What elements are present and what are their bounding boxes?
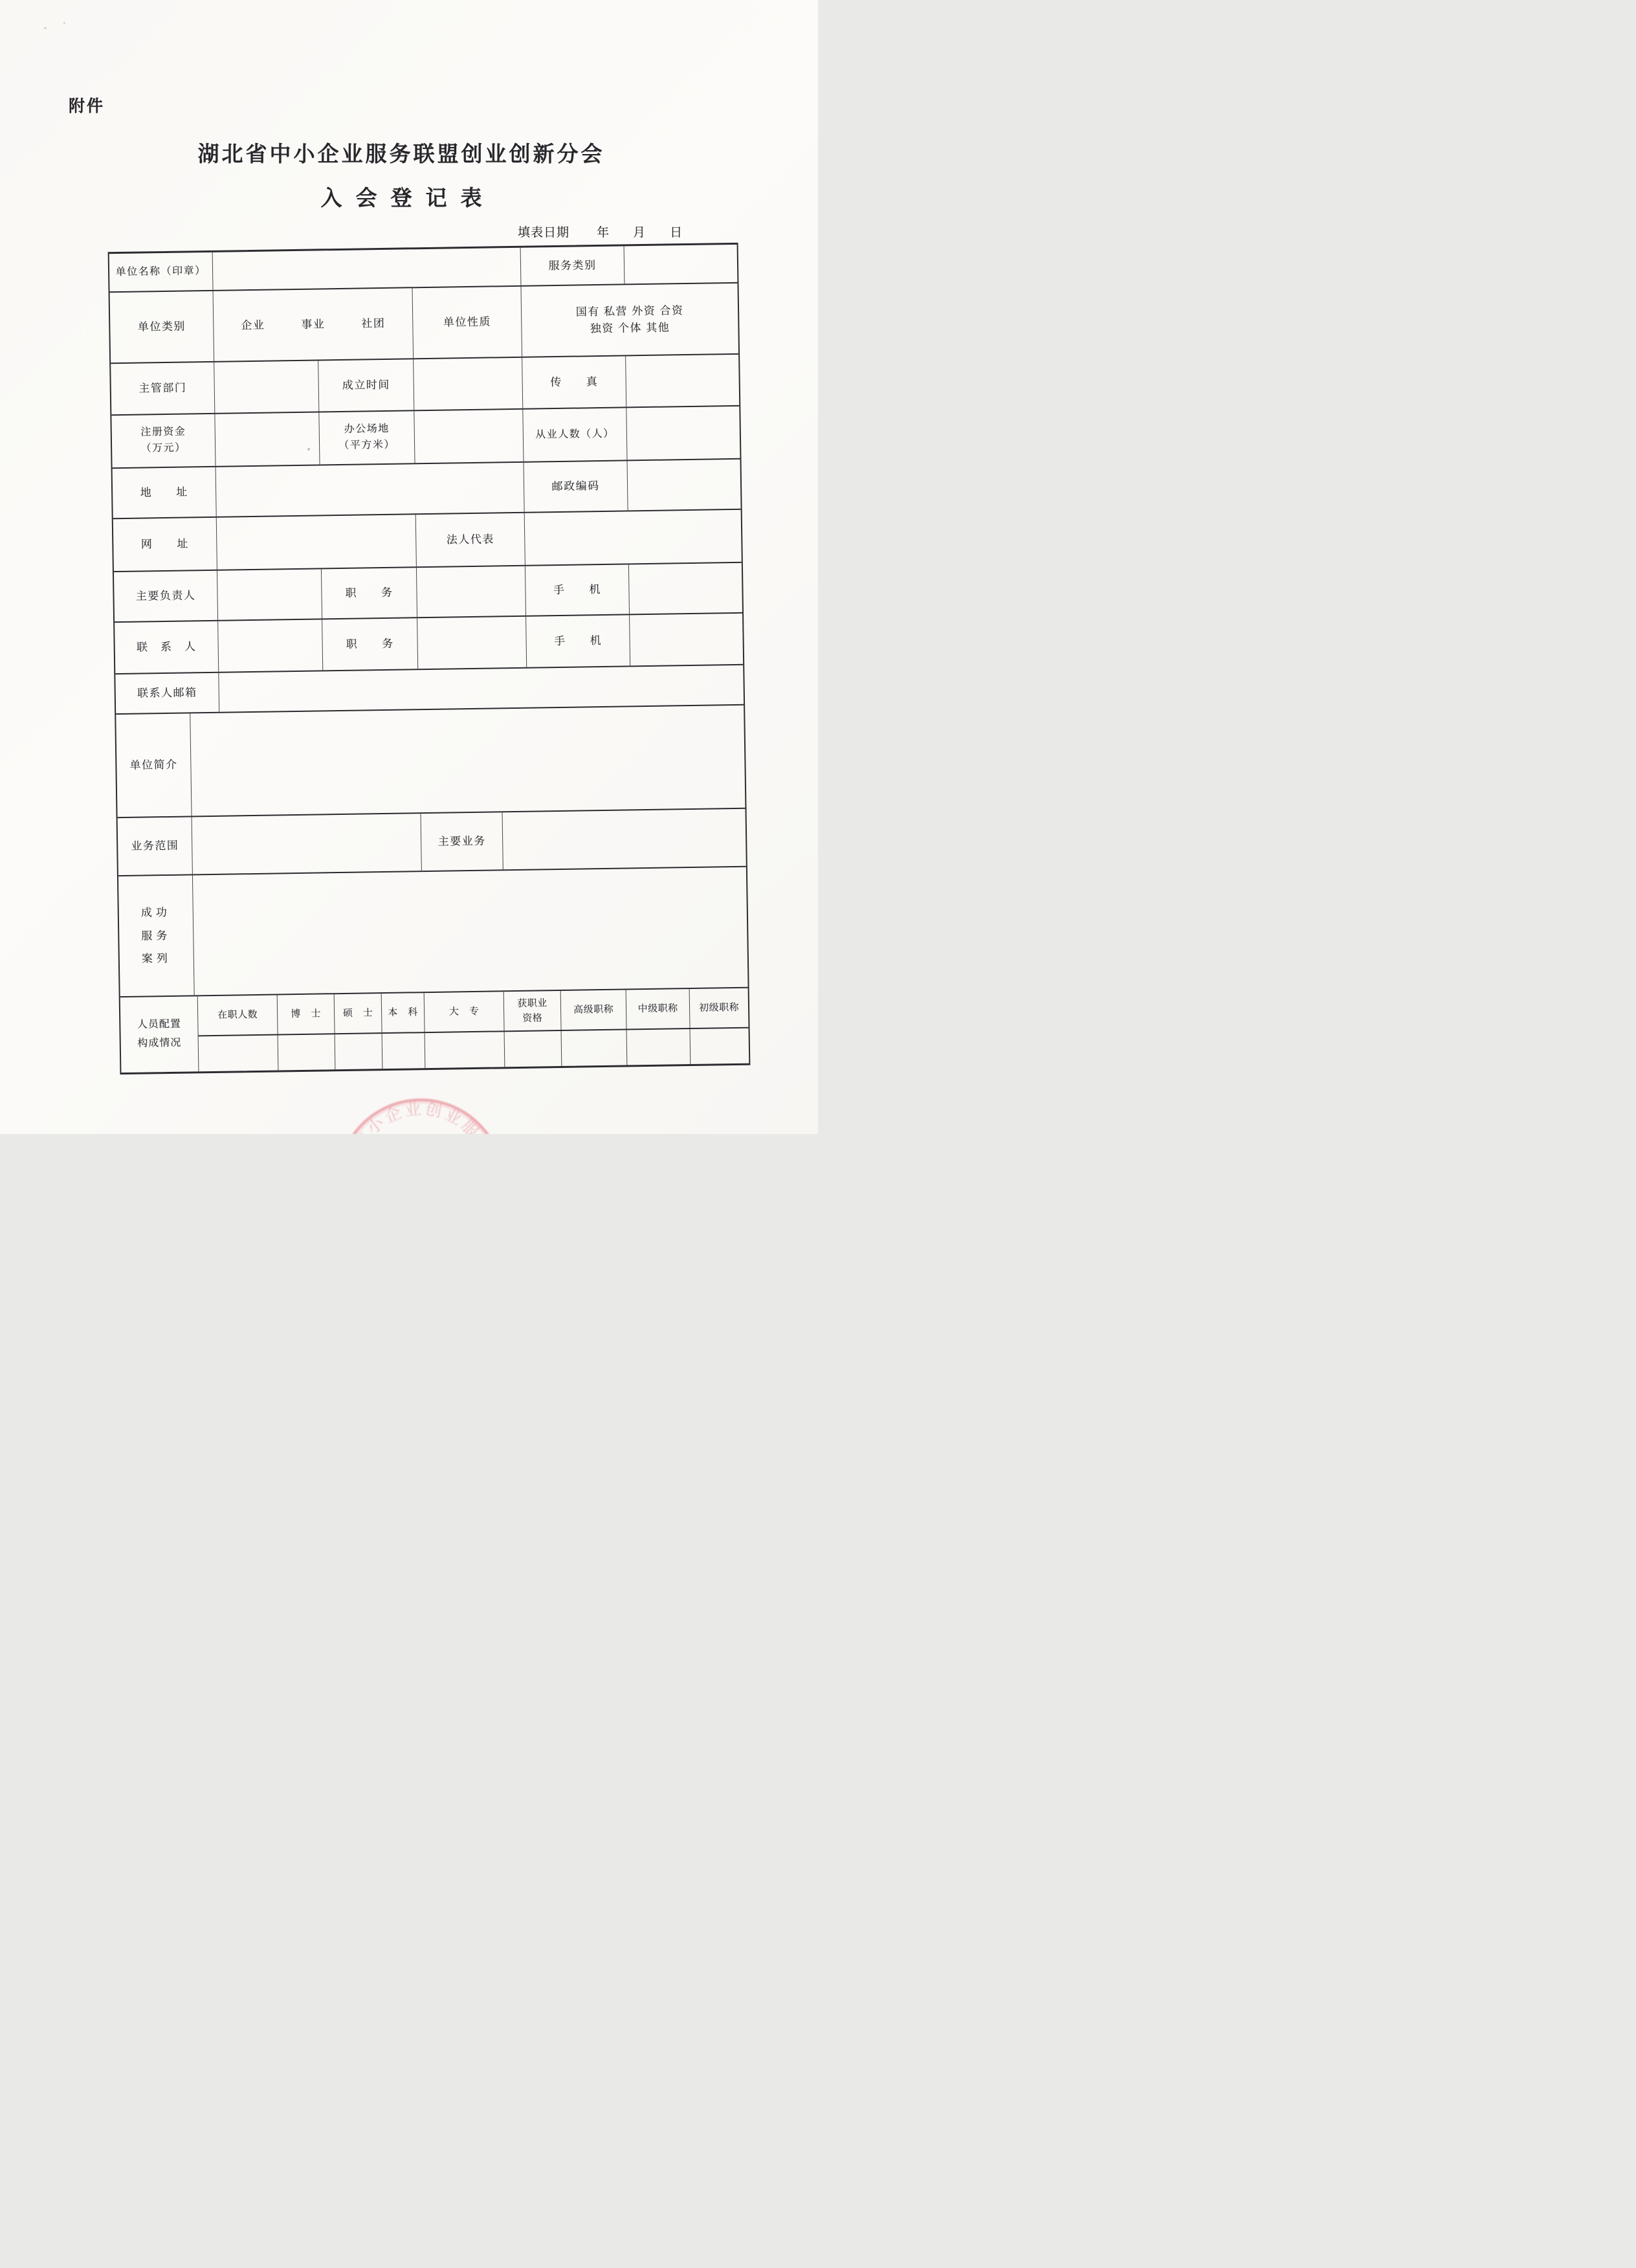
service-category-value-cell — [625, 245, 738, 284]
contact-mobile-label: 手 机 — [526, 615, 630, 667]
principal-position-value-cell — [417, 566, 526, 617]
bachelor-value-cell — [382, 1033, 426, 1069]
unit-type-option-enterprise: 企业 — [241, 318, 265, 332]
unit-type-label: 单位类别 — [110, 291, 215, 362]
legal-rep-label: 法人代表 — [416, 513, 525, 566]
staffing-value-row — [199, 1028, 749, 1072]
office-area-label — [319, 411, 415, 464]
junior-title-value-cell — [691, 1028, 749, 1064]
unit-type-option-association: 社团 — [361, 317, 386, 330]
row-supervisor — [111, 355, 739, 416]
row-unit-intro — [116, 706, 745, 818]
contact-email-value-cell — [219, 665, 744, 712]
office-area-label-line2: （平方米） — [338, 439, 395, 452]
founding-time-label: 成立时间 — [318, 359, 414, 411]
contact-email-label: 联系人邮箱 — [115, 673, 219, 713]
staffing-label — [120, 996, 199, 1073]
service-category-label: 服务类别 — [521, 246, 625, 285]
success-cases-label-line3: 案列 — [141, 952, 171, 965]
contact-position-value-cell — [417, 617, 527, 669]
attachment-label: 附件 — [69, 97, 105, 115]
unit-intro-value-cell — [190, 706, 745, 816]
postal-code-value-cell — [628, 460, 741, 511]
principal-value-cell — [217, 569, 322, 619]
row-principal — [114, 563, 742, 623]
row-contact — [115, 614, 743, 674]
header-mid-title: 中级职称 — [626, 989, 691, 1028]
contact-mobile-value-cell — [630, 614, 743, 666]
row-address — [113, 460, 741, 519]
registered-capital-label — [111, 414, 216, 467]
office-area-label-line1: 办公场地 — [344, 423, 390, 436]
supervisor-dept-label: 主管部门 — [111, 362, 215, 414]
website-label: 网 址 — [113, 518, 217, 571]
contact-position-label: 职 务 — [322, 618, 418, 670]
header-masters: 硕 士 — [335, 994, 382, 1033]
row-website — [113, 510, 742, 572]
unit-name-value-cell — [213, 248, 522, 290]
red-seal-stamp — [326, 1087, 516, 1211]
doctorate-value-cell — [278, 1034, 336, 1070]
employee-count-value-cell — [626, 406, 740, 460]
senior-title-value-cell — [562, 1030, 628, 1066]
success-cases-label — [118, 875, 195, 996]
staffing-label-line2: 构成情况 — [137, 1037, 182, 1049]
header-college: 大 专 — [425, 992, 505, 1032]
row-staffing — [120, 988, 749, 1073]
main-business-value-cell — [503, 809, 746, 870]
fill-date-label: 填表日期 — [518, 226, 570, 239]
unit-nature-options-line2: 独资 个体 其他 — [590, 321, 670, 335]
principal-label: 主要负责人 — [114, 571, 218, 621]
registered-capital-label-line2: （万元） — [140, 442, 186, 454]
unit-intro-label: 单位简介 — [116, 713, 192, 817]
header-staff-count: 在职人数 — [198, 995, 278, 1036]
success-cases-label-line1: 成功 — [140, 906, 171, 919]
main-business-label: 主要业务 — [421, 812, 503, 871]
unit-name-label: 单位名称（印章） — [109, 252, 214, 291]
registered-capital-value-cell — [215, 412, 320, 465]
principal-position-label: 职 务 — [322, 568, 417, 618]
registration-table-sheet — [108, 243, 748, 1211]
unit-nature-options-line1: 国有 私营 外资 合资 — [575, 304, 684, 318]
unit-type-options-cell — [214, 288, 414, 361]
business-scope-value-cell — [192, 814, 422, 874]
postal-code-label: 邮政编码 — [524, 461, 628, 511]
registration-table — [108, 243, 751, 1074]
principal-mobile-value-cell — [629, 563, 742, 614]
principal-mobile-label: 手 机 — [525, 564, 630, 615]
header-bachelor: 本 科 — [382, 993, 425, 1032]
success-cases-label-line2: 服务 — [141, 929, 171, 942]
stamp-arc-text: 湖北省中小企业创业服务中心 — [340, 1100, 502, 1211]
unit-type-option-institution: 事业 — [301, 318, 326, 331]
form-title: 湖北省中小企业服务联盟创业创新分会 — [197, 142, 605, 166]
scanned-registration-form-page — [0, 0, 818, 1211]
row-business-scope — [118, 809, 746, 876]
mid-title-value-cell — [627, 1029, 691, 1065]
legal-rep-value-cell — [525, 510, 742, 565]
contact-value-cell — [218, 619, 323, 671]
success-cases-value-cell — [193, 867, 748, 995]
masters-value-cell — [335, 1034, 383, 1069]
website-value-cell — [217, 515, 417, 570]
founding-time-value-cell — [414, 358, 523, 410]
header-senior-title: 高级职称 — [561, 990, 627, 1030]
unit-nature-label: 单位性质 — [413, 287, 523, 358]
unit-nature-options-cell — [521, 284, 738, 357]
scan-speck — [63, 22, 65, 24]
fill-date-line — [518, 223, 683, 240]
row-capital — [111, 406, 740, 469]
supervisor-dept-value-cell — [214, 361, 319, 412]
business-scope-label: 业务范围 — [118, 817, 193, 875]
row-success-cases — [118, 867, 748, 997]
staffing-label-line1: 人员配置 — [137, 1018, 181, 1030]
fax-value-cell — [626, 355, 739, 407]
header-doctorate: 博 士 — [278, 994, 335, 1034]
fill-date-month-label: 月 — [633, 226, 647, 239]
registered-capital-label-line1: 注册资金 — [140, 426, 186, 438]
staff-count-value-cell — [199, 1035, 279, 1071]
office-area-value-cell — [414, 410, 524, 463]
staffing-grid — [198, 988, 749, 1072]
header-junior-title: 初级职称 — [698, 1002, 740, 1014]
address-label: 地 址 — [113, 467, 217, 518]
fill-date-year-label: 年 — [597, 226, 610, 239]
row-unit-type — [110, 284, 739, 364]
college-value-cell — [425, 1032, 505, 1068]
fax-label: 传 真 — [522, 356, 626, 408]
form-subtitle: 入会登记表 — [320, 186, 496, 210]
employee-count-label: 从业人数（人） — [523, 408, 627, 461]
address-value-cell — [216, 463, 525, 517]
header-vocational-qualification: 获职业 资格 — [504, 991, 562, 1030]
fill-date-day-label: 日 — [670, 226, 683, 239]
scan-speck — [44, 27, 47, 29]
contact-label: 联 系 人 — [115, 621, 219, 673]
vocational-qualification-value-cell — [505, 1031, 562, 1067]
